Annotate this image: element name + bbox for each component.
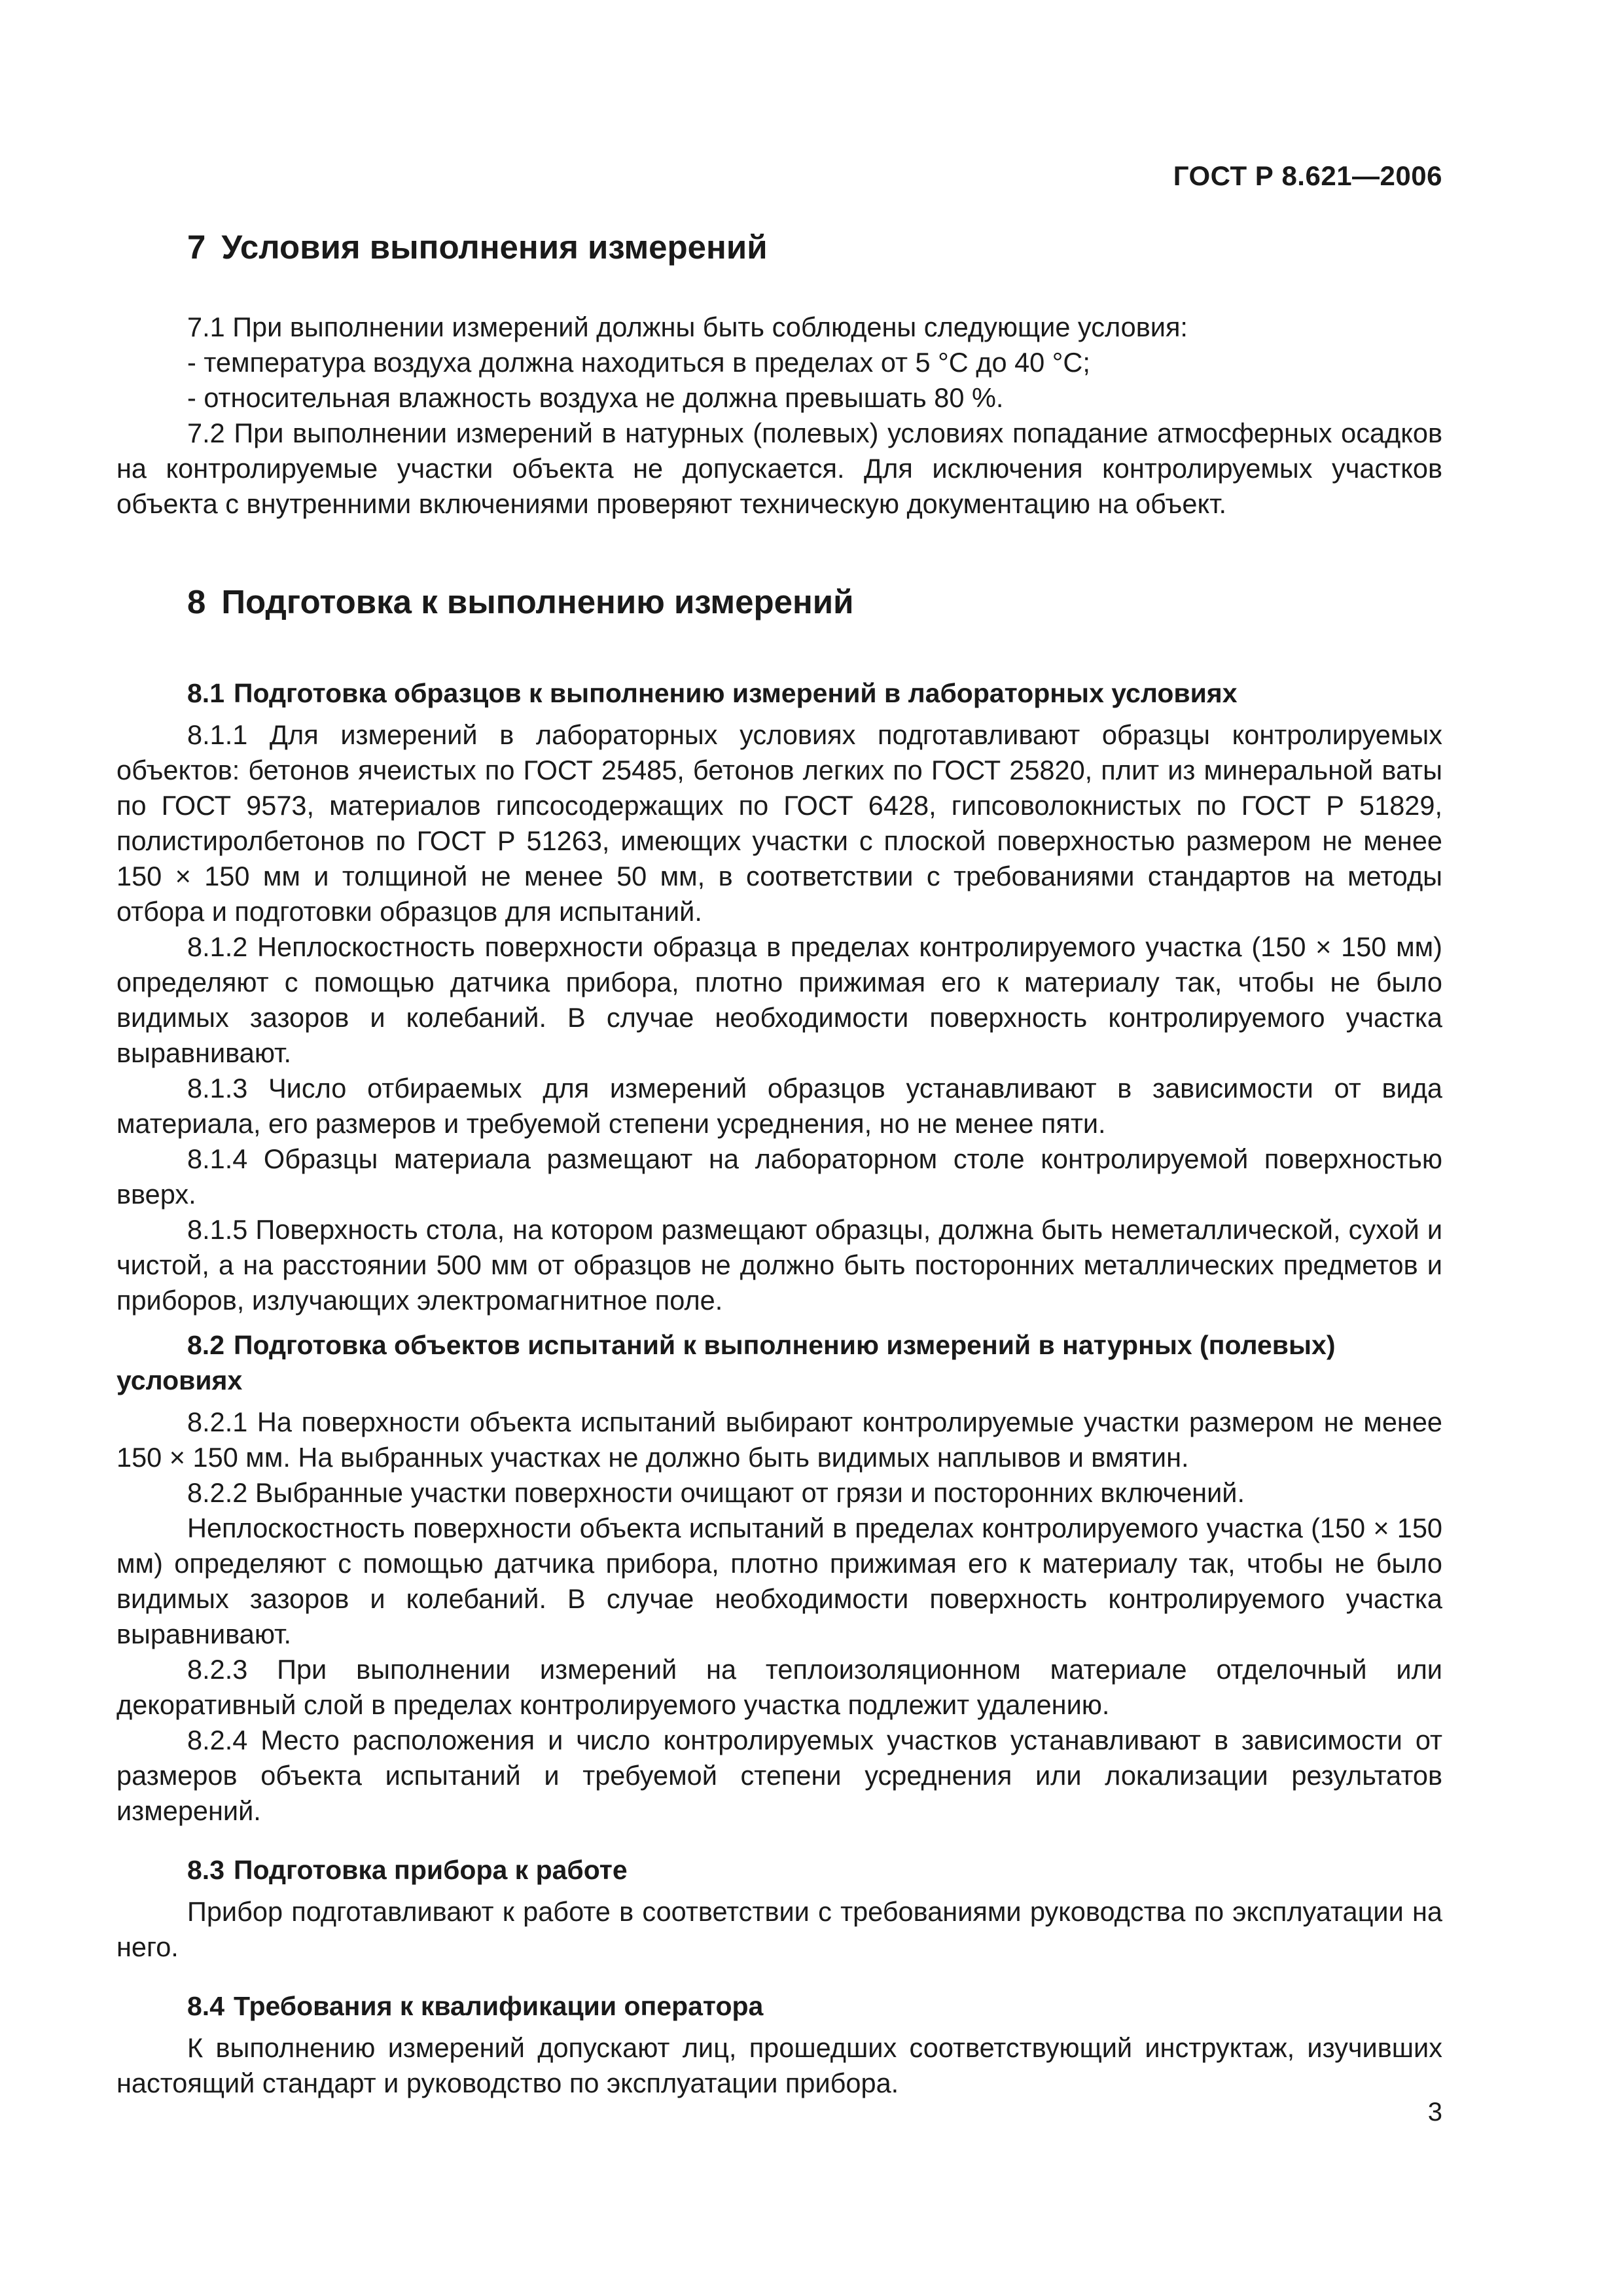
paragraph-8-1-4: 8.1.4 Образцы материала размещают на лабораторном столе контролируемой поверхностью вверх. <box>116 1143 1442 1210</box>
subsection-8-2-number: 8.2 <box>187 1329 224 1360</box>
subsection-8-4-heading <box>116 1988 1442 2024</box>
subsection-8-3-title: Подготовка прибора к работе <box>234 1854 628 1885</box>
paragraph-8-2-1: 8.2.1 На поверхности объекта испытаний выбирают контролируемые участки размером не менее 150 × 150 мм. На выбранных участках не должно быть видимых наплывов и вмятин. <box>116 1406 1442 1473</box>
page-content <box>116 226 1442 2101</box>
subsection-8-2-title: Подготовка объектов испытаний к выполнению измерений в натурных (полевых) условиях <box>116 1329 1336 1395</box>
document-code-header: ГОСТ Р 8.621—2006 <box>1173 160 1442 191</box>
paragraph-8-2-3: 8.2.3 При выполнении измерений на теплоизоляционном материале отделочный или декоративный слой в пределах контролируемого участка подлежит удалению. <box>116 1653 1442 1720</box>
paragraph-8-4: К выполнению измерений допускают лиц, прошедших соответствующий инструктаж, изучивших настоящий стандарт и руководство по эксплуатации прибора. <box>116 2032 1442 2098</box>
paragraph-8-2-4: 8.2.4 Место расположения и число контролируемых участков устанавливают в зависимости от размеров объекта испытаний и требуемой степени усреднения или локализации результатов измерений. <box>116 1724 1442 1826</box>
paragraph-8-1-3: 8.1.3 Число отбираемых для измерений образцов устанавливают в зависимости от вида материала, его размеров и требуемой степени усреднения, но не менее пяти. <box>116 1072 1442 1139</box>
paragraph-7-1: 7.1 При выполнении измерений должны быть соблюдены следующие условия: <box>187 312 1188 343</box>
section-7-title: Условия выполнения измерений <box>221 228 768 266</box>
paragraph-8-2-2: 8.2.2 Выбранные участки поверхности очищают от грязи и посторонних включений. <box>187 1477 1245 1508</box>
section-7-number: 7 <box>187 228 206 266</box>
subsection-8-3-heading <box>116 1852 1442 1888</box>
subsection-8-3-number: 8.3 <box>187 1854 224 1885</box>
subsection-8-1-title: Подготовка образцов к выполнению измерений в лабораторных условиях <box>234 677 1238 708</box>
section-8-title: Подготовка к выполнению измерений <box>221 583 854 621</box>
page-number: 3 <box>1427 2098 1442 2126</box>
document-page <box>116 0 1442 2296</box>
paragraph-8-1-1: 8.1.1 Для измерений в лабораторных условиях подготавливают образцы контролируемых объектов: бетонов ячеистых по ГОСТ 25485, бетонов легких по ГОСТ 25820, плит из минеральной ваты по ГОСТ 9573, материалов гипсосодержащих по ГОСТ 6428, гипсоволокнистых по ГОСТ Р 51829, полистиролбетонов по ГОСТ Р 51263, имеющих участки с плоской поверхностью размером не менее 150 × 150 мм и толщиной не менее 50 мм, в соответствии с требованиями стандартов на методы отбора и подготовки образцов для испытаний. <box>116 719 1442 927</box>
list-item-humidity: - относительная влажность воздуха не должна превышать 80 %. <box>187 382 1004 414</box>
section-7-heading <box>116 226 1442 269</box>
subsection-8-1-heading <box>116 675 1442 711</box>
paragraph-8-1-5: 8.1.5 Поверхность стола, на котором размещают образцы, должна быть неметаллической, сухой и чистой, а на расстоянии 500 мм от образцов не должно быть посторонних металлических предметов и приборов, излучающих электромагнитное поле. <box>116 1213 1442 1316</box>
subsection-8-2-heading <box>116 1327 1442 1398</box>
paragraph-8-2-2-continued: Неплоскостность поверхности объекта испытаний в пределах контролируемого участка (150 × 150 мм) определяют с помощью датчика прибора, плотно прижимая его к материалу так, чтобы не было видимых зазоров и колебаний. В случае необходимости поверхность контролируемого участка выравнивают. <box>116 1512 1442 1649</box>
paragraph-8-1-2: 8.1.2 Неплоскостность поверхности образца в пределах контролируемого участка (150 × 150 мм) определяют с помощью датчика прибора, плотно прижимая его к материалу так, чтобы не было видимых зазоров и колебаний. В случае необходимости поверхность контролируемого участка выравнивают. <box>116 931 1442 1068</box>
list-item-temperature: - температура воздуха должна находиться в пределах от 5 °С до 40 °С; <box>187 347 1090 378</box>
section-8-heading <box>116 581 1442 624</box>
paragraph-8-3: Прибор подготавливают к работе в соответствии с требованиями руководства по эксплуатации на него. <box>116 1895 1442 1962</box>
paragraph-7-2: 7.2 При выполнении измерений в натурных (полевых) условиях попадание атмосферных осадков на контролируемые участки объекта не допускается. Для исключения контролируемых участков объекта с внутренними включениями проверяют техническую документацию на объект. <box>116 418 1442 520</box>
subsection-8-4-number: 8.4 <box>187 1990 224 2021</box>
subsection-8-1-number: 8.1 <box>187 677 224 708</box>
section-8-number: 8 <box>187 583 206 621</box>
subsection-8-4-title: Требования к квалификации оператора <box>234 1990 764 2021</box>
